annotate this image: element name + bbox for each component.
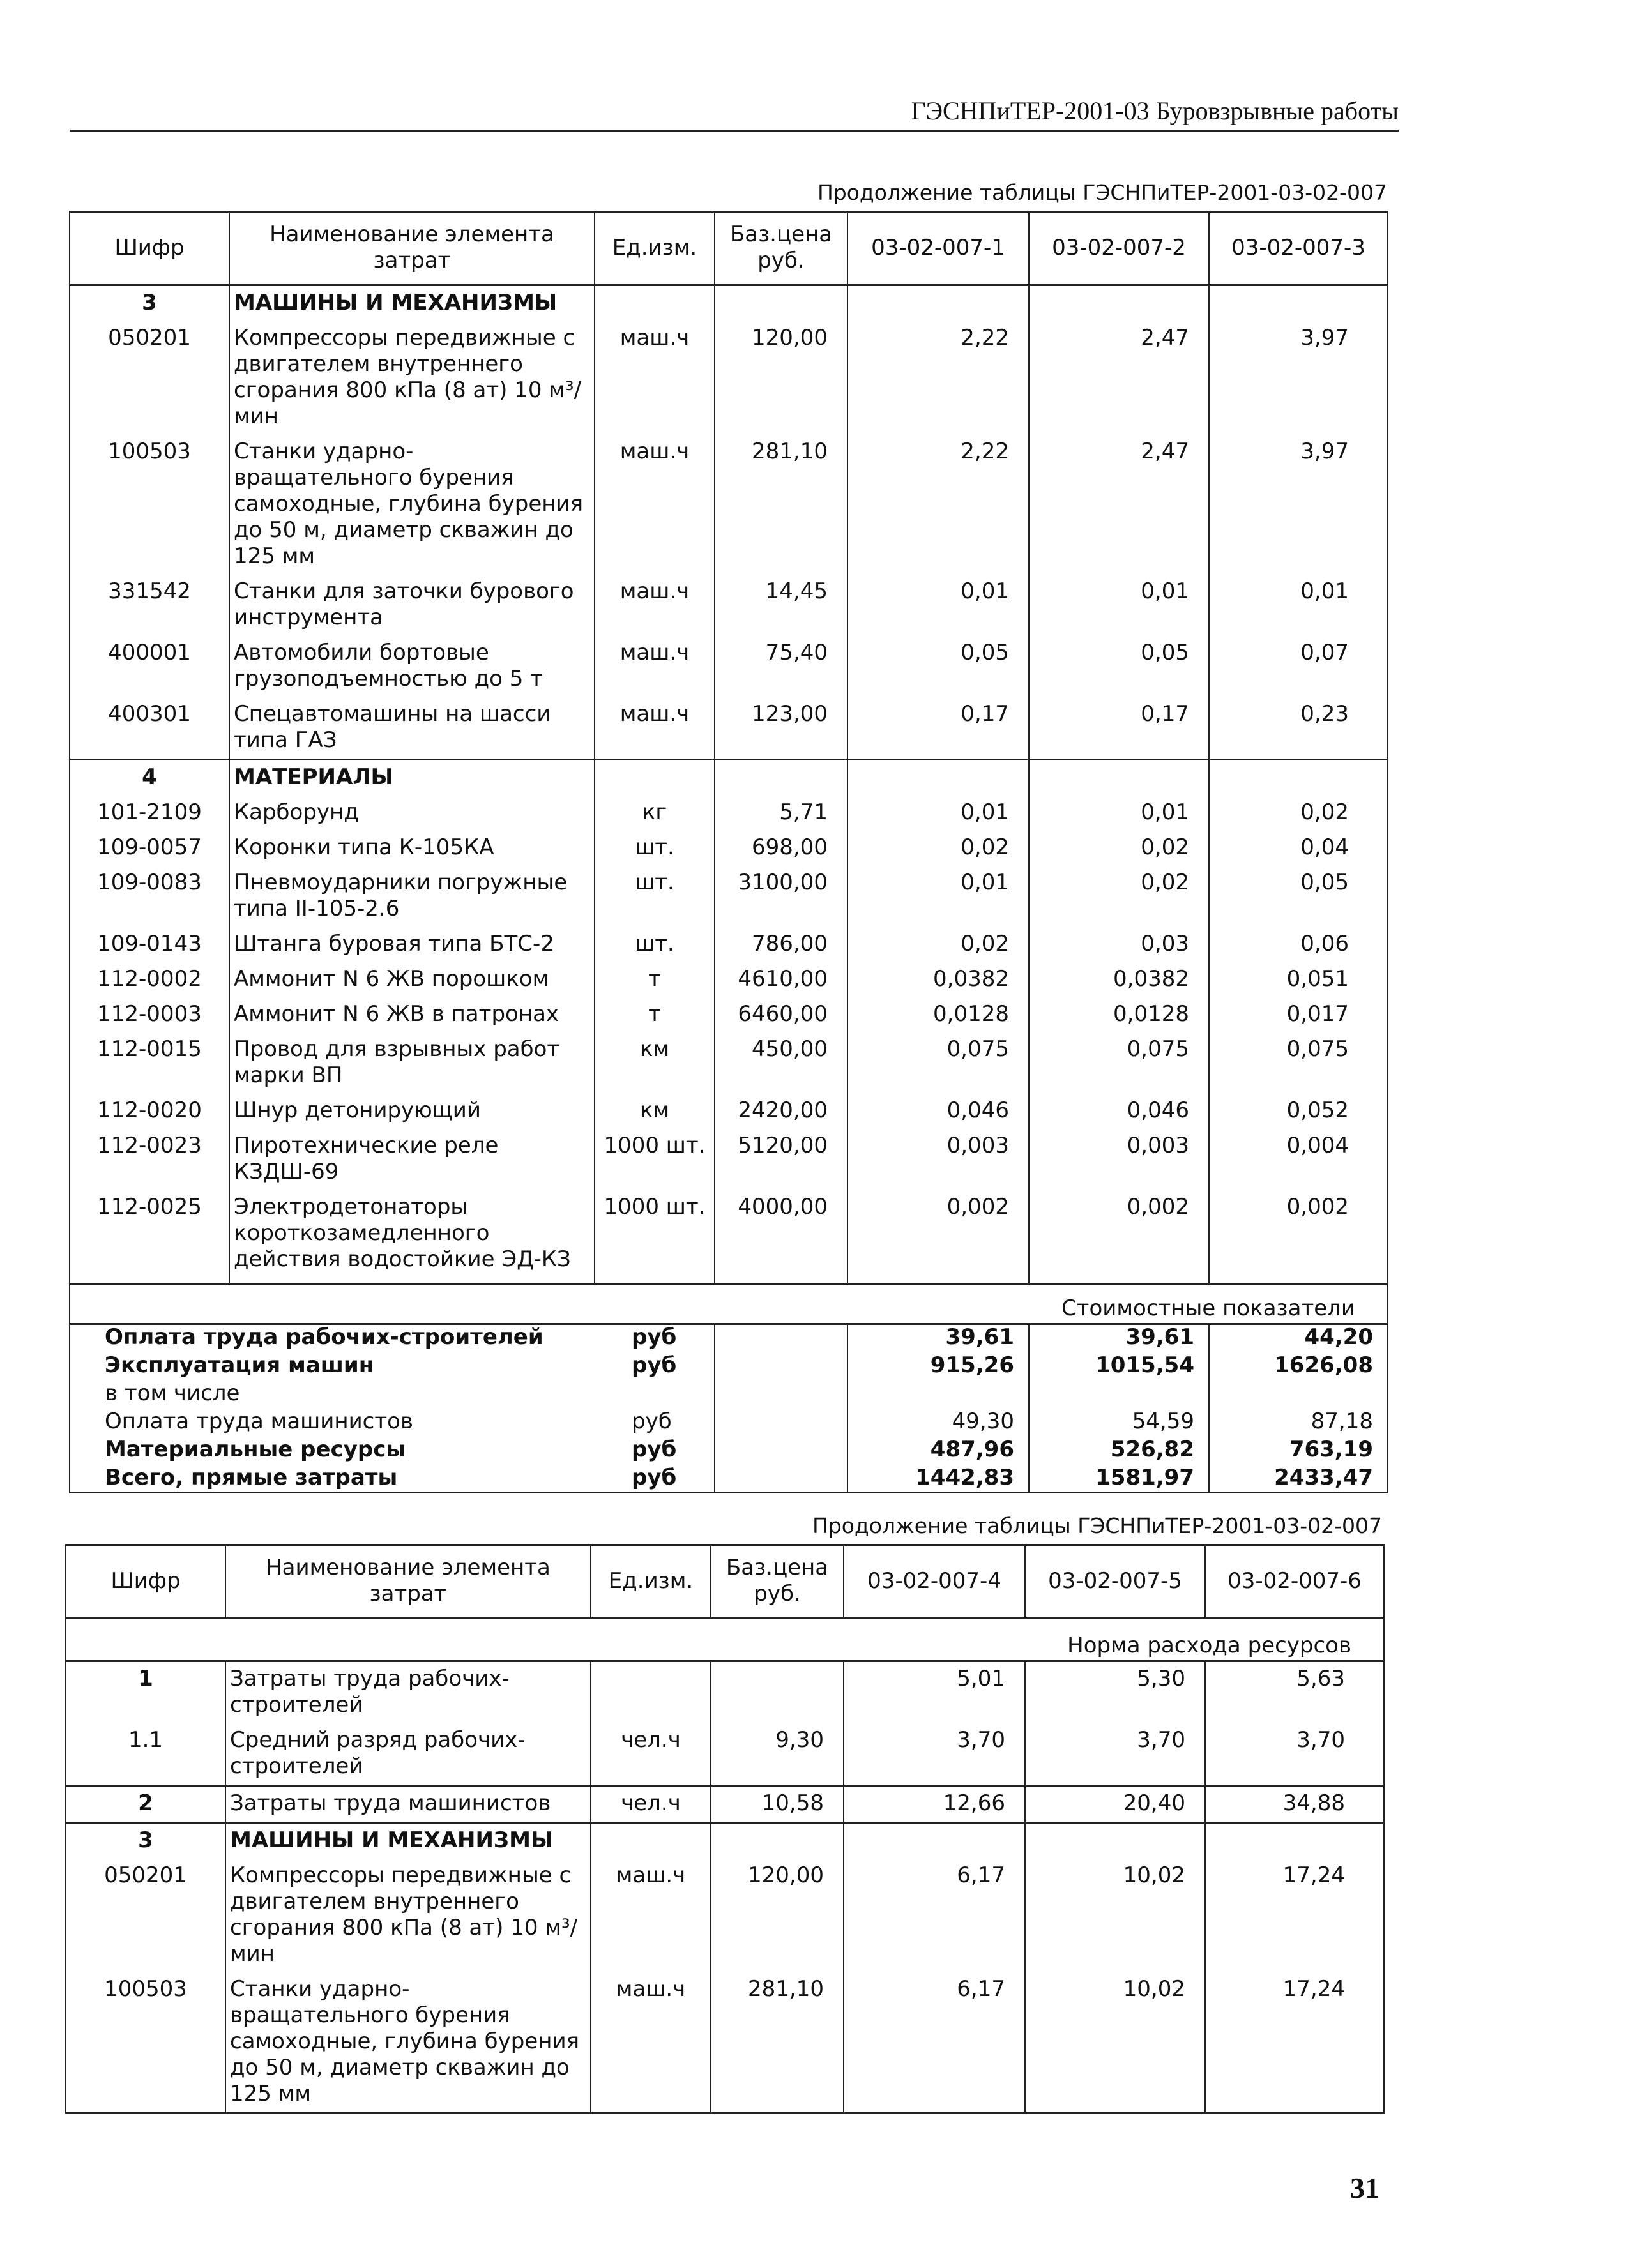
row-name: Станки для заточки бурового инструмента bbox=[229, 575, 595, 636]
cost-v3: 2433,47 bbox=[1209, 1463, 1388, 1493]
row-name: Пиротехнические реле КЗДШ-69 bbox=[229, 1129, 595, 1190]
row-unit: т bbox=[595, 997, 715, 1032]
row-v1: 2,22 bbox=[847, 435, 1029, 575]
row-v1: 0,01 bbox=[847, 575, 1029, 636]
cost-v3: 44,20 bbox=[1209, 1323, 1388, 1351]
table2-header-row bbox=[66, 1545, 1384, 1619]
col-code-header: Шифр bbox=[70, 212, 229, 285]
col-v1-header: 03-02-007-1 bbox=[847, 212, 1029, 285]
row-name: Автомобили бортовые грузоподъемностью до 5 т bbox=[229, 636, 595, 697]
table-row bbox=[66, 1823, 1384, 1859]
row-v2: 0,003 bbox=[1029, 1129, 1209, 1190]
row-code: 4 bbox=[70, 760, 229, 796]
row-v3 bbox=[1209, 760, 1388, 796]
cost-price bbox=[715, 1323, 847, 1351]
row-v2: 3,70 bbox=[1025, 1723, 1205, 1786]
row-unit bbox=[591, 1661, 711, 1724]
row-price: 4610,00 bbox=[715, 962, 847, 997]
row-v3: 0,02 bbox=[1209, 796, 1388, 831]
row-v2: 2,47 bbox=[1029, 321, 1209, 435]
row-unit: маш.ч bbox=[591, 1859, 711, 1972]
cost-label: Всего, прямые затраты bbox=[70, 1463, 595, 1493]
row-v2: 0,046 bbox=[1029, 1094, 1209, 1129]
table-row bbox=[66, 1661, 1384, 1724]
row-v3: 34,88 bbox=[1205, 1786, 1384, 1823]
row-v1: 0,01 bbox=[847, 866, 1029, 927]
row-v1: 3,70 bbox=[844, 1723, 1025, 1786]
cost-unit: руб bbox=[595, 1463, 715, 1493]
row-v3: 17,24 bbox=[1205, 1972, 1384, 2113]
row-v1: 0,0128 bbox=[847, 997, 1029, 1032]
row-v3: 0,05 bbox=[1209, 866, 1388, 927]
cost-label: Оплата труда машинистов bbox=[70, 1407, 595, 1435]
cost-price bbox=[715, 1351, 847, 1379]
row-price: 786,00 bbox=[715, 927, 847, 962]
row-v1: 6,17 bbox=[844, 1972, 1025, 2113]
cost-unit: руб bbox=[595, 1435, 715, 1463]
table-row bbox=[70, 1032, 1388, 1094]
table-row bbox=[70, 927, 1388, 962]
row-name: Шнур детонирующий bbox=[229, 1094, 595, 1129]
table-row bbox=[70, 866, 1388, 927]
row-v2: 0,0128 bbox=[1029, 997, 1209, 1032]
row-code: 3 bbox=[70, 285, 229, 322]
row-code: 1 bbox=[66, 1661, 225, 1724]
row-v1 bbox=[847, 285, 1029, 322]
row-v1: 5,01 bbox=[844, 1661, 1025, 1724]
table-row bbox=[70, 1190, 1388, 1283]
row-v2: 0,17 bbox=[1029, 697, 1209, 760]
row-name: Аммонит N 6 ЖВ в патронах bbox=[229, 997, 595, 1032]
table-row bbox=[70, 435, 1388, 575]
row-v1: 2,22 bbox=[847, 321, 1029, 435]
row-code: 1.1 bbox=[66, 1723, 225, 1786]
row-price bbox=[715, 760, 847, 796]
row-name: Затраты труда рабочих-строителей bbox=[225, 1661, 591, 1724]
col-price-header: Баз.цена руб. bbox=[711, 1545, 844, 1619]
row-price: 9,30 bbox=[711, 1723, 844, 1786]
cost-v2: 39,61 bbox=[1029, 1323, 1209, 1351]
cost-row bbox=[70, 1351, 1388, 1379]
row-name: МАШИНЫ И МЕХАНИЗМЫ bbox=[229, 285, 595, 322]
row-v1: 0,046 bbox=[847, 1094, 1029, 1129]
row-unit: шт. bbox=[595, 831, 715, 866]
table-row bbox=[66, 1972, 1384, 2113]
row-v1: 0,01 bbox=[847, 796, 1029, 831]
table-row bbox=[70, 575, 1388, 636]
row-code: 100503 bbox=[66, 1972, 225, 2113]
table-row bbox=[70, 321, 1388, 435]
row-unit: км bbox=[595, 1094, 715, 1129]
row-v1: 0,003 bbox=[847, 1129, 1029, 1190]
row-code: 112-0002 bbox=[70, 962, 229, 997]
page-number: 31 bbox=[1350, 2172, 1379, 2204]
row-name: Провод для взрывных работ марки ВП bbox=[229, 1032, 595, 1094]
cost-indicators-row bbox=[70, 1283, 1388, 1324]
row-name: Затраты труда машинистов bbox=[225, 1786, 591, 1823]
cost-label: в том числе bbox=[70, 1379, 595, 1407]
table-row bbox=[70, 796, 1388, 831]
row-v3: 3,70 bbox=[1205, 1723, 1384, 1786]
cost-label: Оплата труда рабочих-строителей bbox=[70, 1323, 595, 1351]
cost-table bbox=[69, 1323, 1388, 1493]
row-unit: маш.ч bbox=[595, 575, 715, 636]
table-row bbox=[70, 962, 1388, 997]
row-v3: 0,004 bbox=[1209, 1129, 1388, 1190]
row-v2 bbox=[1029, 760, 1209, 796]
row-v1: 0,02 bbox=[847, 927, 1029, 962]
row-v2: 0,05 bbox=[1029, 636, 1209, 697]
table-row bbox=[66, 1723, 1384, 1786]
cost-v1: 39,61 bbox=[847, 1323, 1029, 1351]
row-code: 112-0003 bbox=[70, 997, 229, 1032]
col-price-header: Баз.цена руб. bbox=[715, 212, 847, 285]
row-name: Компрессоры передвижные с двигателем внутреннего сгорания 800 кПа (8 ат) 10 м³/мин bbox=[229, 321, 595, 435]
row-name: Электродетонаторы короткозамедленного действия водостойкие ЭД-КЗ bbox=[229, 1190, 595, 1283]
row-price bbox=[711, 1823, 844, 1859]
row-code: 112-0025 bbox=[70, 1190, 229, 1283]
row-name: Коронки типа К-105КА bbox=[229, 831, 595, 866]
row-price: 4000,00 bbox=[715, 1190, 847, 1283]
table-row bbox=[66, 1786, 1384, 1823]
table-row bbox=[70, 1129, 1388, 1190]
row-unit: 1000 шт. bbox=[595, 1190, 715, 1283]
row-code: 112-0015 bbox=[70, 1032, 229, 1094]
row-v1: 12,66 bbox=[844, 1786, 1025, 1823]
row-v3: 0,06 bbox=[1209, 927, 1388, 962]
row-unit bbox=[595, 285, 715, 322]
col-name-header: Наименование элемента затрат bbox=[229, 212, 595, 285]
table1-caption: Продолжение таблицы ГЭСНПиТЕР-2001-03-02-007 bbox=[817, 180, 1387, 205]
cost-v1: 915,26 bbox=[847, 1351, 1029, 1379]
cost-v1: 1442,83 bbox=[847, 1463, 1029, 1493]
row-v2: 5,30 bbox=[1025, 1661, 1205, 1724]
cost-label: Материальные ресурсы bbox=[70, 1435, 595, 1463]
cost-v3: 87,18 bbox=[1209, 1407, 1388, 1435]
row-price: 3100,00 bbox=[715, 866, 847, 927]
row-price: 281,10 bbox=[711, 1972, 844, 2113]
row-v2: 20,40 bbox=[1025, 1786, 1205, 1823]
row-v3: 3,97 bbox=[1209, 435, 1388, 575]
cost-v2: 526,82 bbox=[1029, 1435, 1209, 1463]
row-price: 698,00 bbox=[715, 831, 847, 866]
row-price: 5120,00 bbox=[715, 1129, 847, 1190]
row-code: 101-2109 bbox=[70, 796, 229, 831]
col-unit-header: Ед.изм. bbox=[595, 212, 715, 285]
row-name: Средний разряд рабочих-строителей bbox=[225, 1723, 591, 1786]
cost-row bbox=[70, 1323, 1388, 1351]
row-unit: шт. bbox=[595, 866, 715, 927]
row-unit: маш.ч bbox=[591, 1972, 711, 2113]
row-v3: 0,075 bbox=[1209, 1032, 1388, 1094]
cost-price bbox=[715, 1435, 847, 1463]
row-price bbox=[715, 285, 847, 322]
row-name: МАШИНЫ И МЕХАНИЗМЫ bbox=[225, 1823, 591, 1859]
row-v2: 10,02 bbox=[1025, 1859, 1205, 1972]
row-v2: 0,01 bbox=[1029, 575, 1209, 636]
row-v1 bbox=[844, 1823, 1025, 1859]
table1-header-row bbox=[70, 212, 1388, 285]
row-code: 100503 bbox=[70, 435, 229, 575]
row-v2: 0,03 bbox=[1029, 927, 1209, 962]
norm-title: Норма расхода ресурсов bbox=[66, 1619, 1384, 1661]
col-v1-header: 03-02-007-4 bbox=[844, 1545, 1025, 1619]
row-v2: 2,47 bbox=[1029, 435, 1209, 575]
cost-row bbox=[70, 1463, 1388, 1493]
row-name: МАТЕРИАЛЫ bbox=[229, 760, 595, 796]
cost-v3: 1626,08 bbox=[1209, 1351, 1388, 1379]
row-code: 400301 bbox=[70, 697, 229, 760]
row-v1: 6,17 bbox=[844, 1859, 1025, 1972]
table-row bbox=[70, 285, 1388, 322]
row-code: 112-0020 bbox=[70, 1094, 229, 1129]
cost-v1 bbox=[847, 1379, 1029, 1407]
row-v1: 0,05 bbox=[847, 636, 1029, 697]
row-v1: 0,075 bbox=[847, 1032, 1029, 1094]
row-price: 14,45 bbox=[715, 575, 847, 636]
row-v2: 0,075 bbox=[1029, 1032, 1209, 1094]
row-price: 123,00 bbox=[715, 697, 847, 760]
row-v1: 0,17 bbox=[847, 697, 1029, 760]
row-unit: шт. bbox=[595, 927, 715, 962]
cost-v1: 487,96 bbox=[847, 1435, 1029, 1463]
row-unit: км bbox=[595, 1032, 715, 1094]
cost-unit: руб bbox=[595, 1323, 715, 1351]
table-row bbox=[70, 697, 1388, 760]
row-v3: 0,017 bbox=[1209, 997, 1388, 1032]
row-v2: 0,01 bbox=[1029, 796, 1209, 831]
cost-unit: руб bbox=[595, 1407, 715, 1435]
cost-row bbox=[70, 1435, 1388, 1463]
row-price: 120,00 bbox=[715, 321, 847, 435]
row-unit: маш.ч bbox=[595, 636, 715, 697]
row-name: Станки ударно-вращательного бурения самоходные, глубина бурения до 50 м, диаметр скважин до 125 мм bbox=[229, 435, 595, 575]
row-v3 bbox=[1205, 1823, 1384, 1859]
col-v2-header: 03-02-007-5 bbox=[1025, 1545, 1205, 1619]
table1 bbox=[69, 211, 1388, 1325]
row-code: 400001 bbox=[70, 636, 229, 697]
row-name: Аммонит N 6 ЖВ порошком bbox=[229, 962, 595, 997]
cost-row bbox=[70, 1407, 1388, 1435]
row-code: 112-0023 bbox=[70, 1129, 229, 1190]
row-v1: 0,02 bbox=[847, 831, 1029, 866]
cost-v2: 1015,54 bbox=[1029, 1351, 1209, 1379]
row-price: 10,58 bbox=[711, 1786, 844, 1823]
cost-row bbox=[70, 1379, 1388, 1407]
row-v2: 0,02 bbox=[1029, 866, 1209, 927]
table2-caption: Продолжение таблицы ГЭСНПиТЕР-2001-03-02-007 bbox=[812, 1513, 1382, 1538]
row-v3: 0,07 bbox=[1209, 636, 1388, 697]
row-v2: 10,02 bbox=[1025, 1972, 1205, 2113]
row-v1: 0,0382 bbox=[847, 962, 1029, 997]
row-unit: чел.ч bbox=[591, 1723, 711, 1786]
cost-v2: 1581,97 bbox=[1029, 1463, 1209, 1493]
table-row bbox=[70, 831, 1388, 866]
row-price: 75,40 bbox=[715, 636, 847, 697]
row-name: Станки ударно-вращательного бурения самоходные, глубина бурения до 50 м, диаметр скважин до 125 мм bbox=[225, 1972, 591, 2113]
row-v3: 5,63 bbox=[1205, 1661, 1384, 1724]
row-name: Спецавтомашины на шасси типа ГАЗ bbox=[229, 697, 595, 760]
row-v3: 0,002 bbox=[1209, 1190, 1388, 1283]
row-unit: чел.ч bbox=[591, 1786, 711, 1823]
row-v3: 0,04 bbox=[1209, 831, 1388, 866]
row-price: 450,00 bbox=[715, 1032, 847, 1094]
col-v3-header: 03-02-007-3 bbox=[1209, 212, 1388, 285]
table-row bbox=[70, 1094, 1388, 1129]
row-v2: 0,02 bbox=[1029, 831, 1209, 866]
cost-price bbox=[715, 1407, 847, 1435]
row-v2 bbox=[1029, 285, 1209, 322]
col-code-header: Шифр bbox=[66, 1545, 225, 1619]
row-v3: 17,24 bbox=[1205, 1859, 1384, 1972]
cost-v2 bbox=[1029, 1379, 1209, 1407]
row-code: 109-0143 bbox=[70, 927, 229, 962]
row-name: Пневмоударники погружные типа II-105-2.6 bbox=[229, 866, 595, 927]
row-code: 050201 bbox=[70, 321, 229, 435]
table2 bbox=[65, 1544, 1385, 2114]
row-unit bbox=[595, 760, 715, 796]
row-v2: 0,0382 bbox=[1029, 962, 1209, 997]
cost-indicators-title: Стоимостные показатели bbox=[70, 1283, 1388, 1324]
cost-unit bbox=[595, 1379, 715, 1407]
row-v3: 0,01 bbox=[1209, 575, 1388, 636]
row-unit: маш.ч bbox=[595, 697, 715, 760]
table-row bbox=[66, 1859, 1384, 1972]
col-name-header: Наименование элемента затрат bbox=[225, 1545, 591, 1619]
cost-v3: 763,19 bbox=[1209, 1435, 1388, 1463]
cost-price bbox=[715, 1379, 847, 1407]
cost-v2: 54,59 bbox=[1029, 1407, 1209, 1435]
cost-unit: руб bbox=[595, 1351, 715, 1379]
row-unit: маш.ч bbox=[595, 321, 715, 435]
row-price: 281,10 bbox=[715, 435, 847, 575]
row-v1 bbox=[847, 760, 1029, 796]
norm-title-row bbox=[66, 1619, 1384, 1661]
row-price bbox=[711, 1661, 844, 1724]
col-v3-header: 03-02-007-6 bbox=[1205, 1545, 1384, 1619]
col-v2-header: 03-02-007-2 bbox=[1029, 212, 1209, 285]
row-v1: 0,002 bbox=[847, 1190, 1029, 1283]
row-v2: 0,002 bbox=[1029, 1190, 1209, 1283]
cost-price bbox=[715, 1463, 847, 1493]
cost-v1: 49,30 bbox=[847, 1407, 1029, 1435]
row-v3: 0,23 bbox=[1209, 697, 1388, 760]
row-name: Компрессоры передвижные с двигателем внутреннего сгорания 800 кПа (8 ат) 10 м³/мин bbox=[225, 1859, 591, 1972]
table-row bbox=[70, 636, 1388, 697]
row-unit bbox=[591, 1823, 711, 1859]
row-unit: т bbox=[595, 962, 715, 997]
row-v2 bbox=[1025, 1823, 1205, 1859]
row-unit: 1000 шт. bbox=[595, 1129, 715, 1190]
row-code: 050201 bbox=[66, 1859, 225, 1972]
row-code: 2 bbox=[66, 1786, 225, 1823]
row-code: 109-0057 bbox=[70, 831, 229, 866]
row-v3 bbox=[1209, 285, 1388, 322]
row-price: 6460,00 bbox=[715, 997, 847, 1032]
row-code: 3 bbox=[66, 1823, 225, 1859]
running-header: ГЭСНПиТЕР-2001-03 Буровзрывные работы bbox=[70, 96, 1399, 132]
row-name: Штанга буровая типа БТС-2 bbox=[229, 927, 595, 962]
table-row bbox=[70, 760, 1388, 796]
row-unit: кг bbox=[595, 796, 715, 831]
table-row bbox=[70, 997, 1388, 1032]
cost-label: Эксплуатация машин bbox=[70, 1351, 595, 1379]
row-price: 2420,00 bbox=[715, 1094, 847, 1129]
row-name: Карборунд bbox=[229, 796, 595, 831]
row-v3: 3,97 bbox=[1209, 321, 1388, 435]
row-v3: 0,052 bbox=[1209, 1094, 1388, 1129]
row-v3: 0,051 bbox=[1209, 962, 1388, 997]
row-code: 331542 bbox=[70, 575, 229, 636]
row-unit: маш.ч bbox=[595, 435, 715, 575]
col-unit-header: Ед.изм. bbox=[591, 1545, 711, 1619]
cost-v3 bbox=[1209, 1379, 1388, 1407]
row-code: 109-0083 bbox=[70, 866, 229, 927]
row-price: 120,00 bbox=[711, 1859, 844, 1972]
row-price: 5,71 bbox=[715, 796, 847, 831]
